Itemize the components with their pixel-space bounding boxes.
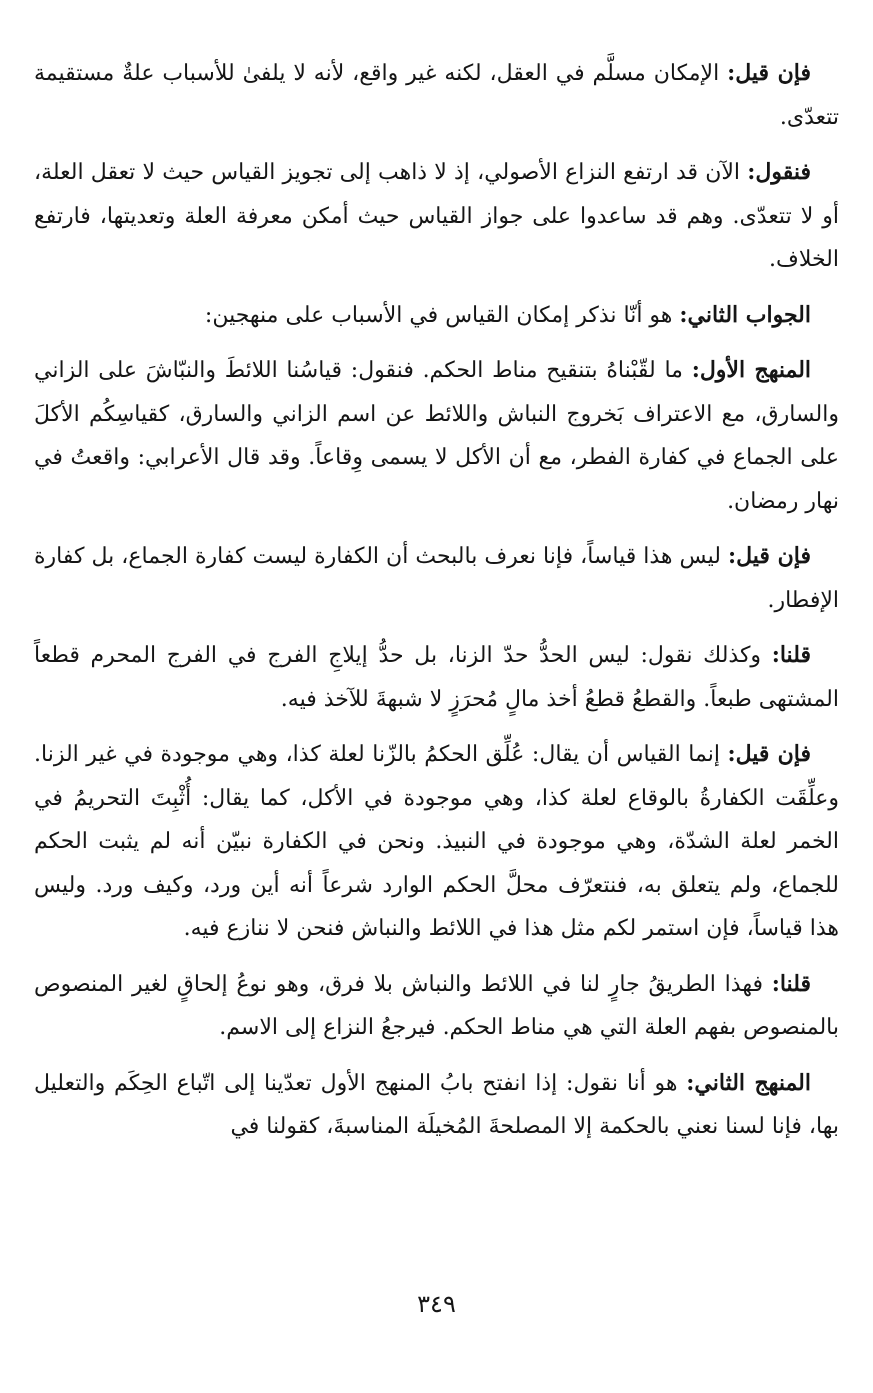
paragraph-5: [34, 535, 839, 622]
paragraph-8: [34, 963, 839, 1050]
paragraph-1-lead: فإن قيل:: [727, 60, 811, 86]
paragraph-4: [34, 349, 839, 523]
page-body: [34, 52, 839, 1161]
paragraph-9-text: هو أنا نقول: إذا انفتح بابُ المنهج الأول تعدّينا إلى اتّباع الحِكَم والتعليل بها، فإنا لسنا نعني بالحكمة إلا المصلحةَ المُخيلَة المناسبةَ، كقولنا في: [34, 1070, 839, 1139]
paragraph-7-lead: فإن قيل:: [727, 741, 811, 767]
paragraph-2-text: الآن قد ارتفع النزاع الأصولي، إذ لا ذاهب إلى تجويز القياس حيث لا تعقل العلة، أو لا تتعدّى. وهم قد ساعدوا على جواز القياس حيث أمكن معرفة العلة وتعديتها، فارتفع الخلاف.: [34, 160, 839, 272]
paragraph-6-text: وكذلك نقول: ليس الحدُّ حدّ الزنا، بل حدُّ إيلاجِ الفرج في الفرج المحرم قطعاً المشتهى طبعاً. والقطعُ قطعُ أخذ مالٍ مُحرَزٍ لا شبهةَ للآخذ فيه.: [34, 643, 839, 712]
paragraph-3-lead: الجواب الثاني:: [679, 301, 811, 328]
paragraph-8-text: فهذا الطريقُ جارٍ لنا في اللائط والنباش بلا فرق، وهو نوعُ إلحاقٍ لغير المنصوص بالمنصوص بفهم العلة التي هي مناط الحكم. فيرجعُ النزاع إلى الاسم.: [34, 971, 839, 1040]
page-number: ٣٤٩: [417, 1290, 456, 1318]
paragraph-6: [34, 634, 839, 721]
paragraph-5-text: ليس هذا قياساً، فإنا نعرف بالبحث أن الكفارة ليست كفارة الجماع، بل كفارة الإفطار.: [34, 544, 839, 613]
paragraph-8-lead: قلنا:: [771, 970, 811, 997]
paragraph-4-lead: المنهج الأول:: [691, 357, 812, 383]
paragraph-1: [34, 52, 839, 139]
paragraph-1-text: الإمكان مسلَّم في العقل، لكنه غير واقع، لأنه لا يلفىٰ للأسباب علةٌ مستقيمة تتعدّى.: [34, 61, 839, 130]
paragraph-7-text: إنما القياس أن يقال: عُلِّق الحكمُ بالزّنا لعلة كذا، وهي موجودة في غير الزنا. وعلِّقَت الكفارةُ بالوقاع لعلة كذا، وهي موجودة في الأكل، كما يقال: أُثْبِتَ التحريمُ في الخمر لعلة الشدّة، وهي موجودة في النبيذ. ونحن في الكفارة نبيّن أنه لم يثبت الحكم للجماع، ولم يتعلق به، فنتعرّف محلَّ الحكم الوارد شرعاً أنه أين ورد، وكيف ورد. وليس هذا قياساً، فإن استمر لكم مثل هذا في اللائط والنباش فنحن لا ننازع فيه.: [34, 742, 839, 941]
paragraph-2-lead: فنقول:: [747, 159, 811, 185]
paragraph-6-lead: قلنا:: [771, 642, 811, 668]
paragraph-3: [34, 294, 839, 338]
paragraph-5-lead: فإن قيل:: [727, 543, 811, 569]
paragraph-7: [34, 733, 839, 951]
paragraph-4-text: ما لقّبْناهُ بتنقيح مناط الحكم. فنقول: قياسُنا اللائطَ والنبّاشَ على الزاني والسارق، مع الاعتراف بَخروج النباش واللائط عن اسم الزاني والسارق، كقياسِكُم الأكلَ على الجماع في كفارة الفطر، مع أن الأكل لا يسمى وِقاعاً. وقد قال الأعرابي: واقعتُ في نهار رمضان.: [34, 358, 839, 514]
paragraph-2: [34, 151, 839, 282]
paragraph-9-lead: المنهج الثاني:: [686, 1069, 811, 1096]
paragraph-9: [34, 1062, 839, 1149]
paragraph-3-text: هو أنّا نذكر إمكان القياس في الأسباب على منهجين:: [204, 302, 680, 328]
